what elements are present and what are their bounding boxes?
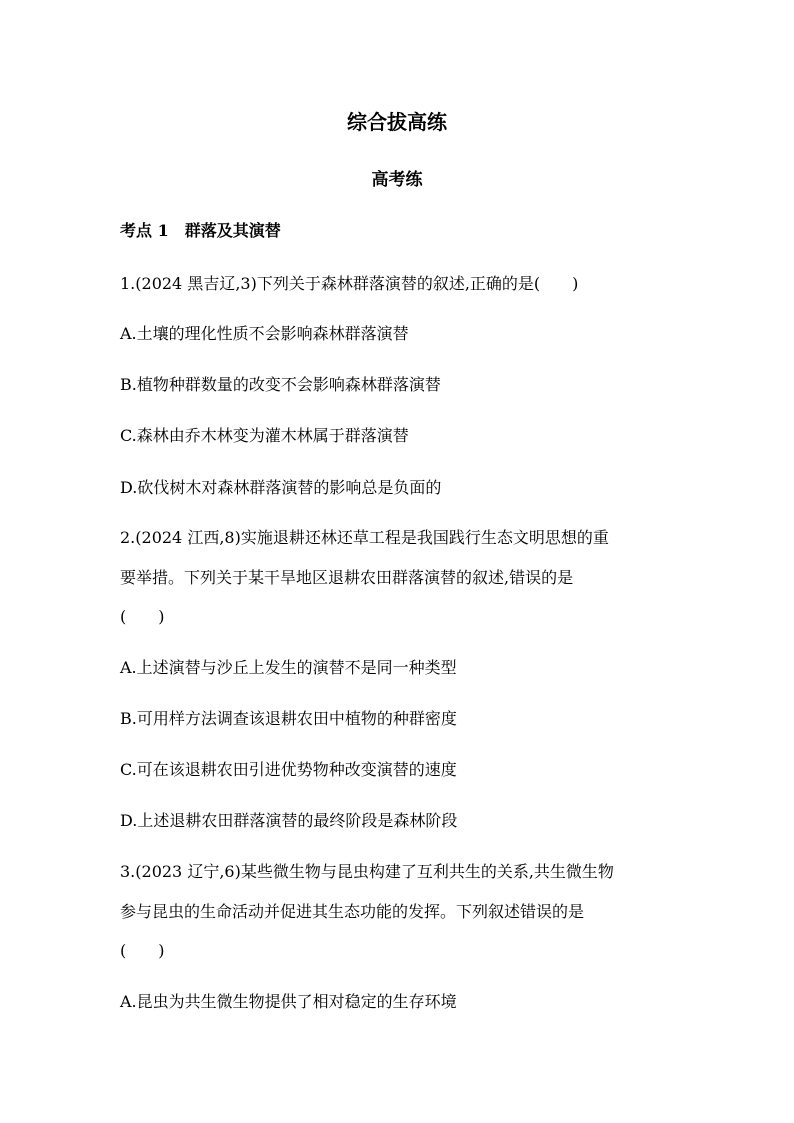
question-1-option-a: A.土壤的理化性质不会影响森林群落演替 — [120, 324, 409, 343]
page-title: 综合拔高练 — [347, 110, 447, 134]
question-3-stem-line-1: 3.(2023 辽宁,6)某些微生物与昆虫构建了互利共生的关系,共生微生物 — [120, 862, 614, 881]
question-2-stem-line-1: 2.(2024 江西,8)实施退耕还林还草工程是我国践行生态文明思想的重 — [120, 528, 609, 547]
question-3-stem-line-3: ( ) — [120, 941, 165, 960]
question-3-stem-line-2: 参与昆虫的生命活动并促进其生态功能的发挥。下列叙述错误的是 — [120, 902, 585, 921]
question-2-option-b: B.可用样方法调查该退耕农田中植物的种群密度 — [120, 709, 457, 728]
question-2-option-d: D.上述退耕农田群落演替的最终阶段是森林阶段 — [120, 811, 458, 830]
section-heading: 考点 1 群落及其演替 — [120, 221, 281, 240]
question-1-stem: 1.(2024 黑吉辽,3)下列关于森林群落演替的叙述,正确的是( ) — [120, 274, 579, 293]
question-2-option-c: C.可在该退耕农田引进优势物种改变演替的速度 — [120, 760, 457, 779]
question-1-option-d: D.砍伐树木对森林群落演替的影响总是负面的 — [120, 478, 442, 497]
question-1-option-b: B.植物种群数量的改变不会影响森林群落演替 — [120, 375, 441, 394]
question-3-option-a: A.昆虫为共生微生物提供了相对稳定的生存环境 — [120, 992, 457, 1011]
question-2-stem-line-3: ( ) — [120, 607, 165, 626]
question-1-option-c: C.森林由乔木林变为灌木林属于群落演替 — [120, 426, 409, 445]
page-subtitle: 高考练 — [371, 170, 423, 190]
question-2-stem-line-2: 要举措。下列关于某干旱地区退耕农田群落演替的叙述,错误的是 — [120, 568, 574, 587]
question-2-option-a: A.上述演替与沙丘上发生的演替不是同一种类型 — [120, 658, 457, 677]
